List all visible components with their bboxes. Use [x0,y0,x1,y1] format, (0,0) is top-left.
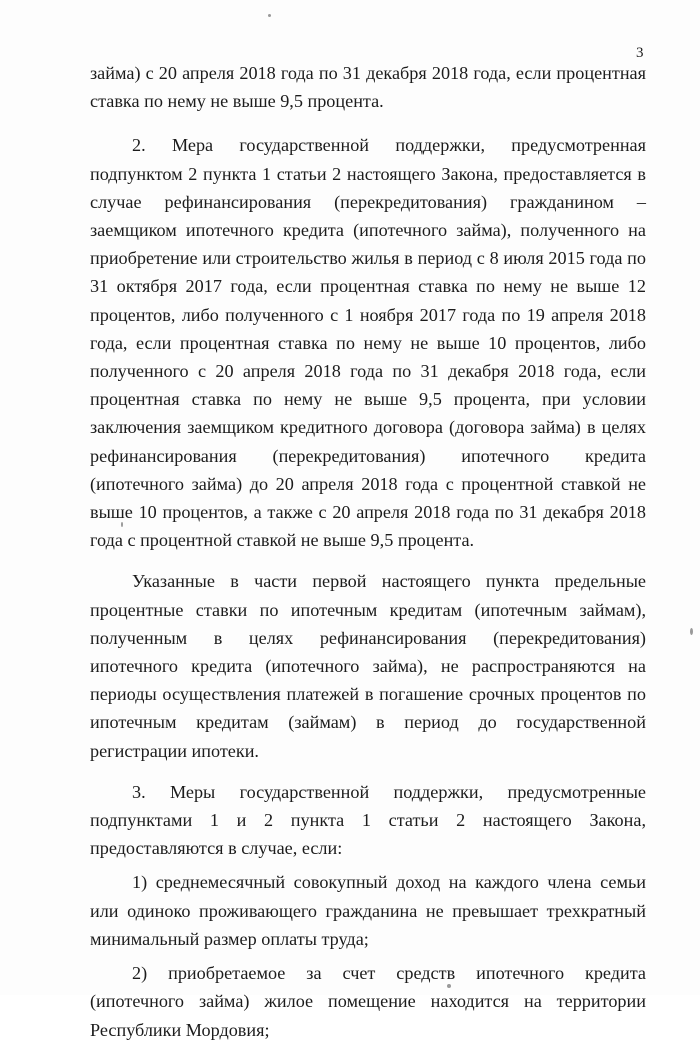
scan-speck [690,628,693,635]
scan-speck [268,14,271,17]
paragraph-subitem-1: 1) среднемесячный совокупный доход на каждого члена семьи или одиноко проживающего гражданина не превышает трехкратный минимальный размер оплаты труда; [90,872,646,949]
scan-speck [121,522,123,527]
page-number: 3 [636,45,644,61]
paragraph-continuation: займа) с 20 апреля 2018 года по 31 декабря 2018 года, если процентная ставка по нему не выше 9,5 процента. [90,63,646,112]
paragraph-subitem-2: 2) приобретаемое за счет средств ипотечного кредита (ипотечного займа) жилое помещение находится на территории Республики Мордовия; [90,963,646,1040]
paragraph-item-2: 2. Мера государственной поддержки, предусмотренная подпунктом 2 пункта 1 статьи 2 настоящего Закона, предоставляется в случае рефинансирования (перекредитования) гражданином – заемщиком ипотечного кредита (ипотечного займа), полученного на приобретение или строительство жилья в период с 8 июля 2015 года по 31 октября 2017 года, если процентная ставка по нему не выше 12 процентов, либо полученного с 1 ноября 2017 года по 19 апреля 2018 года, если процентная ставка по нему не выше 10 процентов, либо полученного с 20 апреля 2018 года по 31 декабря 2018 года, если процентная ставка по нему не выше 9,5 процента, при условии заключения заемщиком кредитного договора (договора займа) в целях рефинансирования (перекредитования) ипотечного кредита (ипотечного займа) до 20 апреля 2018 года с процентной ставкой не выше 10 процентов, а также с 20 апреля 2018 года по 31 декабря 2018 года с процентной ставкой не выше 9,5 процента. [90,135,646,551]
paragraph-rate-note: Указанные в части первой настоящего пункта предельные процентные ставки по ипотечным кредитам (ипотечным займам), полученным в целях рефинансирования (перекредитования) ипотечного кредита (ипотечного займа), не распространяются на периоды осуществления платежей в погашение срочных процентов по ипотечным кредитам (займам) в период до государственной регистрации ипотеки. [90,571,646,761]
document-body [90,59,646,1044]
scan-speck [447,984,451,988]
paragraph-item-3: 3. Меры государственной поддержки, предусмотренные подпунктами 1 и 2 пункта 1 статьи 2 настоящего Закона, предоставляются в случае, если: [90,781,646,859]
